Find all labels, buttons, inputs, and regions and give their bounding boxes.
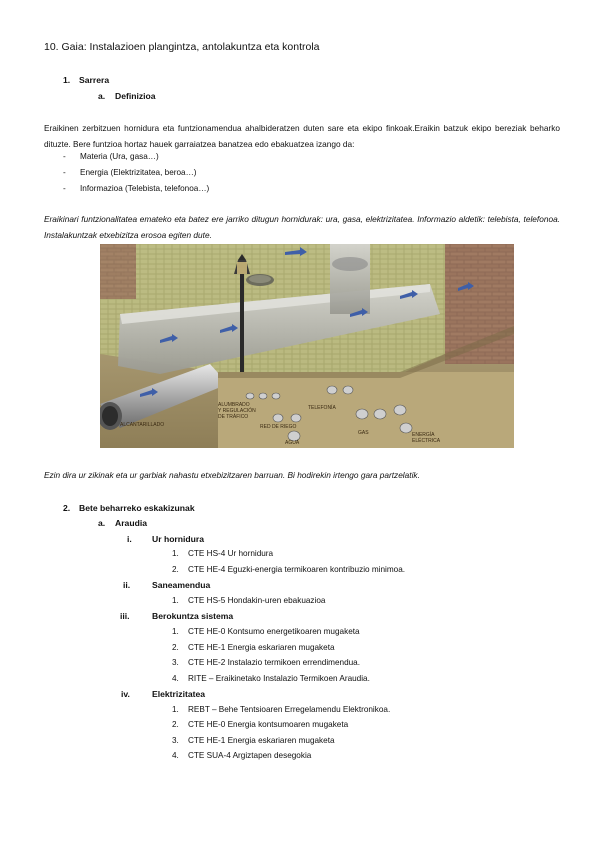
- list-item: Energia (Elektrizitatea, beroa…): [80, 168, 197, 177]
- section-2-number: 2.: [63, 503, 71, 513]
- item-text: CTE HE-1 Energia eskariaren mugaketa: [188, 643, 335, 652]
- figure-label-alumbrado-1: ALUMBRADO: [218, 402, 250, 408]
- bullet-marker: -: [63, 168, 66, 177]
- bullet-marker: -: [63, 152, 66, 161]
- group-title: Elektrizitatea: [152, 689, 206, 699]
- item-number: 1.: [172, 549, 179, 558]
- group-title: Berokuntza sistema: [152, 611, 234, 621]
- item-text: CTE HS-5 Hondakin-uren ebakuazioa: [188, 596, 326, 605]
- italic-paragraph-1: Eraikinari funtzionalitatea emateko eta batez ere jarriko ditugun hornidurak: ura, gasa, elektrizitatea. Informazio aldetik: telebista, telefonoa. Instalakuntzak etxebizitza erosoa egiten dute.: [44, 214, 560, 240]
- item-number: 4.: [172, 674, 179, 683]
- section-2a-heading: Araudia: [115, 518, 147, 528]
- item-number: 4.: [172, 751, 179, 760]
- list-item: Informazioa (Telebista, telefonoa…): [80, 184, 210, 193]
- item-number: 2.: [172, 720, 179, 729]
- bullet-marker: -: [63, 184, 66, 193]
- section-1a-heading: Definizioa: [115, 91, 156, 101]
- section-2a-number: a.: [98, 518, 106, 528]
- figure-label-energia-2: ELÉCTRICA: [412, 438, 441, 444]
- group-title: Ur hornidura: [152, 534, 205, 544]
- item-number: 3.: [172, 658, 179, 667]
- section-1-heading: Sarrera: [79, 75, 110, 85]
- figure-label-agua: AGUA: [285, 440, 300, 446]
- section-1-number: 1.: [63, 75, 71, 85]
- item-number: 1.: [172, 705, 179, 714]
- item-text: CTE HE-2 Instalazio termikoen errendimendua.: [188, 658, 361, 667]
- page-title: 10. Gaia: Instalazioen plangintza, antolakuntza eta kontrola: [44, 41, 320, 53]
- figure-label-alcantarillado: ALCANTARILLADO: [120, 422, 165, 428]
- item-number: 1.: [172, 596, 179, 605]
- group-roman: iii.: [120, 611, 130, 621]
- item-number: 2.: [172, 643, 179, 652]
- group-roman: iv.: [121, 689, 130, 699]
- figure-label-gas: GAS: [358, 430, 369, 436]
- figure-label-energia-1: ENERGÍA: [412, 432, 435, 438]
- item-text: CTE HE-0 Energia kontsumoaren mugaketa: [188, 720, 349, 729]
- item-text: CTE SUA-4 Argiztapen desegokia: [188, 751, 312, 760]
- section-1a-number: a.: [98, 91, 106, 101]
- intro-paragraph: Eraikinen zerbitzuen hornidura eta funtzionamendua ahalbideratzen duten sare eta ekipo finkoak.Eraikin batzuk ekipo bereziak beharko dituzte. Bere funtzioa hortaz hauek garraiatzea banatzea edo ebakuatzea izango da:: [44, 123, 560, 149]
- figure-label-red-riego: RED DE RIEGO: [260, 424, 297, 430]
- item-text: REBT – Behe Tentsioaren Erregelamendu Elektronikoa.: [188, 705, 391, 714]
- item-text: RITE – Eraikinetako Instalazio Termikoen Araudia.: [188, 674, 370, 683]
- italic-paragraph-2: Ezin dira ur zikinak eta ur garbiak nahastu etxebizitzaren barruan. Bi hodirekin irtengo gara partzelatik.: [44, 470, 420, 480]
- figure-label-telefonia: TELEFONÍA: [308, 405, 336, 411]
- item-text: CTE HE-1 Energia eskariaren mugaketa: [188, 736, 335, 745]
- list-item: Materia (Ura, gasa…): [80, 152, 159, 161]
- figure-label-alumbrado-3: DE TRÁFICO: [218, 414, 249, 420]
- group-title: Saneamendua: [152, 580, 211, 590]
- item-text: CTE HE-0 Kontsumo energetikoaren mugaketa: [188, 627, 360, 636]
- utility-installations-illustration: [100, 244, 514, 448]
- item-number: 2.: [172, 565, 179, 574]
- item-number: 3.: [172, 736, 179, 745]
- figure-label-alumbrado-2: Y REGULACIÓN: [218, 408, 256, 414]
- group-roman: i.: [127, 534, 132, 544]
- item-text: CTE HS-4 Ur hornidura: [188, 549, 274, 558]
- section-2-heading: Bete beharreko eskakizunak: [79, 503, 195, 513]
- item-number: 1.: [172, 627, 179, 636]
- group-roman: ii.: [123, 580, 131, 590]
- item-text: CTE HE-4 Eguzki-energia termikoaren kontribuzio minimoa.: [188, 565, 406, 574]
